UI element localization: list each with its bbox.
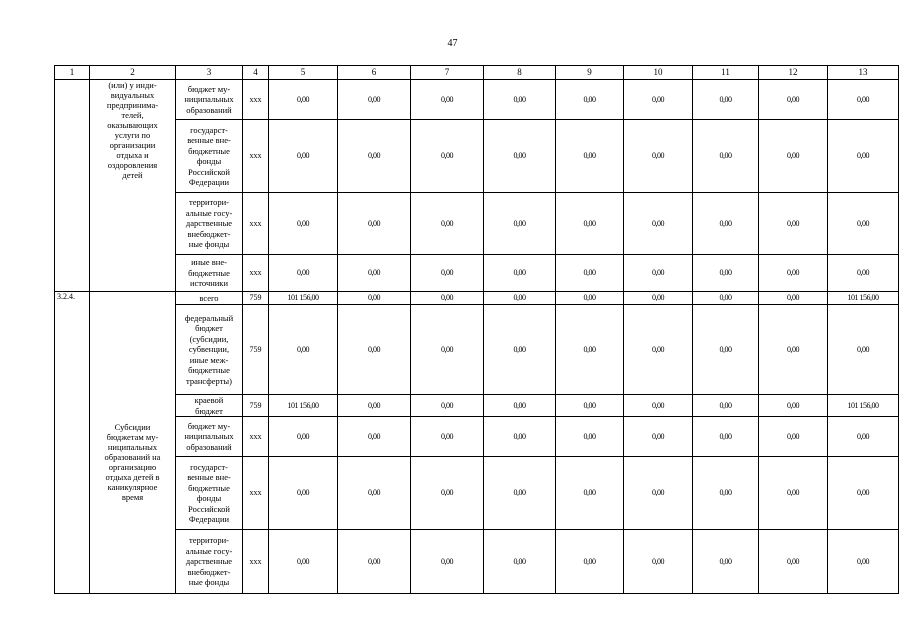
value-cell: 0,00 bbox=[693, 120, 759, 193]
value-cell: 0,00 bbox=[411, 457, 484, 530]
value-cell: 0,00 bbox=[759, 395, 828, 417]
value-cell: 0,00 bbox=[411, 255, 484, 292]
value-cell: 0,00 bbox=[624, 80, 693, 120]
value-cell: 0,00 bbox=[269, 417, 338, 457]
header-cell: 1 bbox=[55, 66, 90, 80]
funding-source-cell: государст- венные вне- бюджетные фонды Российской Федерации bbox=[176, 457, 243, 530]
value-cell: 0,00 bbox=[269, 305, 338, 395]
value-cell: 0,00 bbox=[338, 193, 411, 255]
value-cell: 0,00 bbox=[693, 292, 759, 305]
value-cell: 0,00 bbox=[828, 457, 899, 530]
value-cell: 0,00 bbox=[338, 530, 411, 594]
funding-source-cell: бюджет му- ниципальных образований bbox=[176, 417, 243, 457]
value-cell: 0,00 bbox=[624, 292, 693, 305]
value-cell: 0,00 bbox=[759, 417, 828, 457]
value-cell: 0,00 bbox=[411, 292, 484, 305]
value-cell: 0,00 bbox=[693, 530, 759, 594]
header-cell: 12 bbox=[759, 66, 828, 80]
header-cell: 11 bbox=[693, 66, 759, 80]
table-row bbox=[55, 457, 899, 530]
value-cell: 101 156,00 bbox=[269, 395, 338, 417]
value-cell: 0,00 bbox=[411, 120, 484, 193]
value-cell: 0,00 bbox=[338, 120, 411, 193]
value-cell: 0,00 bbox=[269, 80, 338, 120]
table-row bbox=[55, 395, 899, 417]
value-cell: 0,00 bbox=[759, 530, 828, 594]
value-cell: 0,00 bbox=[411, 417, 484, 457]
funding-source-cell: краевой бюджет bbox=[176, 395, 243, 417]
funding-source-cell: иные вне- бюджетные источники bbox=[176, 255, 243, 292]
value-cell: 0,00 bbox=[484, 530, 556, 594]
value-cell: 0,00 bbox=[828, 80, 899, 120]
header-cell: 8 bbox=[484, 66, 556, 80]
value-cell: 0,00 bbox=[484, 193, 556, 255]
value-cell: 0,00 bbox=[556, 395, 624, 417]
value-cell: 0,00 bbox=[338, 305, 411, 395]
code-cell: 759 bbox=[243, 305, 269, 395]
value-cell: 0,00 bbox=[693, 417, 759, 457]
header-cell: 4 bbox=[243, 66, 269, 80]
value-cell: 0,00 bbox=[556, 80, 624, 120]
description-cell: Субсидии бюджетам му- ниципальных образований на организацию отдыха детей в каникулярное время bbox=[90, 292, 176, 594]
funding-source-cell: федеральный бюджет (субсидии, субвенции, иные меж- бюджетные трансферты) bbox=[176, 305, 243, 395]
value-cell: 0,00 bbox=[338, 255, 411, 292]
code-cell: xxx bbox=[243, 193, 269, 255]
header-cell: 5 bbox=[269, 66, 338, 80]
value-cell: 0,00 bbox=[693, 395, 759, 417]
value-cell: 101 156,00 bbox=[828, 292, 899, 305]
code-cell: 759 bbox=[243, 395, 269, 417]
value-cell: 0,00 bbox=[828, 530, 899, 594]
value-cell: 0,00 bbox=[484, 305, 556, 395]
value-cell: 0,00 bbox=[624, 395, 693, 417]
value-cell: 0,00 bbox=[693, 255, 759, 292]
code-cell: xxx bbox=[243, 417, 269, 457]
value-cell: 0,00 bbox=[269, 255, 338, 292]
value-cell: 0,00 bbox=[556, 530, 624, 594]
value-cell: 0,00 bbox=[484, 292, 556, 305]
value-cell: 0,00 bbox=[759, 305, 828, 395]
value-cell: 0,00 bbox=[556, 305, 624, 395]
table-row bbox=[55, 80, 899, 120]
value-cell: 0,00 bbox=[759, 457, 828, 530]
header-cell: 9 bbox=[556, 66, 624, 80]
value-cell: 0,00 bbox=[693, 305, 759, 395]
value-cell: 0,00 bbox=[624, 255, 693, 292]
value-cell: 0,00 bbox=[269, 193, 338, 255]
value-cell: 0,00 bbox=[269, 457, 338, 530]
code-cell: xxx bbox=[243, 457, 269, 530]
code-cell: xxx bbox=[243, 80, 269, 120]
code-cell: xxx bbox=[243, 255, 269, 292]
value-cell: 0,00 bbox=[411, 305, 484, 395]
code-cell: xxx bbox=[243, 530, 269, 594]
value-cell: 0,00 bbox=[338, 457, 411, 530]
value-cell: 0,00 bbox=[556, 417, 624, 457]
value-cell: 0,00 bbox=[624, 530, 693, 594]
value-cell: 0,00 bbox=[269, 530, 338, 594]
funding-source-cell: территори- альные госу- дарственные внебюджет- ные фонды bbox=[176, 193, 243, 255]
value-cell: 0,00 bbox=[828, 120, 899, 193]
value-cell: 0,00 bbox=[411, 193, 484, 255]
value-cell: 0,00 bbox=[484, 80, 556, 120]
table-row bbox=[55, 530, 899, 594]
value-cell: 0,00 bbox=[693, 457, 759, 530]
code-cell: 759 bbox=[243, 292, 269, 305]
table-row bbox=[55, 417, 899, 457]
value-cell: 0,00 bbox=[693, 193, 759, 255]
value-cell: 0,00 bbox=[624, 305, 693, 395]
value-cell: 101 156,00 bbox=[269, 292, 338, 305]
value-cell: 0,00 bbox=[828, 305, 899, 395]
value-cell: 0,00 bbox=[411, 530, 484, 594]
value-cell: 0,00 bbox=[624, 457, 693, 530]
value-cell: 0,00 bbox=[269, 120, 338, 193]
value-cell: 0,00 bbox=[759, 120, 828, 193]
row-number-cell: 3.2.4. bbox=[55, 292, 90, 594]
value-cell: 0,00 bbox=[556, 255, 624, 292]
value-cell: 0,00 bbox=[624, 120, 693, 193]
table-row bbox=[55, 193, 899, 255]
value-cell: 0,00 bbox=[411, 395, 484, 417]
value-cell: 0,00 bbox=[484, 120, 556, 193]
value-cell: 0,00 bbox=[759, 193, 828, 255]
value-cell: 0,00 bbox=[759, 255, 828, 292]
header-cell: 6 bbox=[338, 66, 411, 80]
value-cell: 0,00 bbox=[338, 292, 411, 305]
value-cell: 0,00 bbox=[556, 120, 624, 193]
budget-table-body bbox=[55, 66, 899, 594]
table-row bbox=[55, 305, 899, 395]
value-cell: 0,00 bbox=[828, 255, 899, 292]
header-cell: 3 bbox=[176, 66, 243, 80]
value-cell: 0,00 bbox=[556, 292, 624, 305]
value-cell: 0,00 bbox=[484, 457, 556, 530]
table-row bbox=[55, 120, 899, 193]
header-cell: 13 bbox=[828, 66, 899, 80]
table-row bbox=[55, 292, 899, 305]
value-cell: 0,00 bbox=[624, 417, 693, 457]
value-cell: 0,00 bbox=[556, 193, 624, 255]
funding-source-cell: всего bbox=[176, 292, 243, 305]
row-number-cell bbox=[55, 80, 90, 292]
value-cell: 0,00 bbox=[693, 80, 759, 120]
funding-source-cell: бюджет му- ниципальных образований bbox=[176, 80, 243, 120]
funding-source-cell: государст- венные вне- бюджетные фонды Российской Федерации bbox=[176, 120, 243, 193]
table-row bbox=[55, 255, 899, 292]
description-cell: (или) у инди- видуальных предпринима- телей, оказывающих услуги по организации отдыха и оздоровления детей bbox=[90, 80, 176, 292]
value-cell: 0,00 bbox=[338, 395, 411, 417]
value-cell: 0,00 bbox=[759, 80, 828, 120]
value-cell: 0,00 bbox=[828, 193, 899, 255]
header-cell: 10 bbox=[624, 66, 693, 80]
code-cell: xxx bbox=[243, 120, 269, 193]
budget-table bbox=[54, 65, 899, 594]
value-cell: 0,00 bbox=[624, 193, 693, 255]
value-cell: 0,00 bbox=[759, 292, 828, 305]
header-cell: 2 bbox=[90, 66, 176, 80]
value-cell: 0,00 bbox=[828, 417, 899, 457]
value-cell: 0,00 bbox=[484, 255, 556, 292]
header-cell: 7 bbox=[411, 66, 484, 80]
value-cell: 101 156,00 bbox=[828, 395, 899, 417]
value-cell: 0,00 bbox=[484, 395, 556, 417]
value-cell: 0,00 bbox=[484, 417, 556, 457]
page-number: 47 bbox=[447, 38, 458, 49]
value-cell: 0,00 bbox=[338, 417, 411, 457]
value-cell: 0,00 bbox=[556, 457, 624, 530]
header-row bbox=[55, 66, 899, 80]
value-cell: 0,00 bbox=[411, 80, 484, 120]
funding-source-cell: территори- альные госу- дарственные внебюджет- ные фонды bbox=[176, 530, 243, 594]
value-cell: 0,00 bbox=[338, 80, 411, 120]
